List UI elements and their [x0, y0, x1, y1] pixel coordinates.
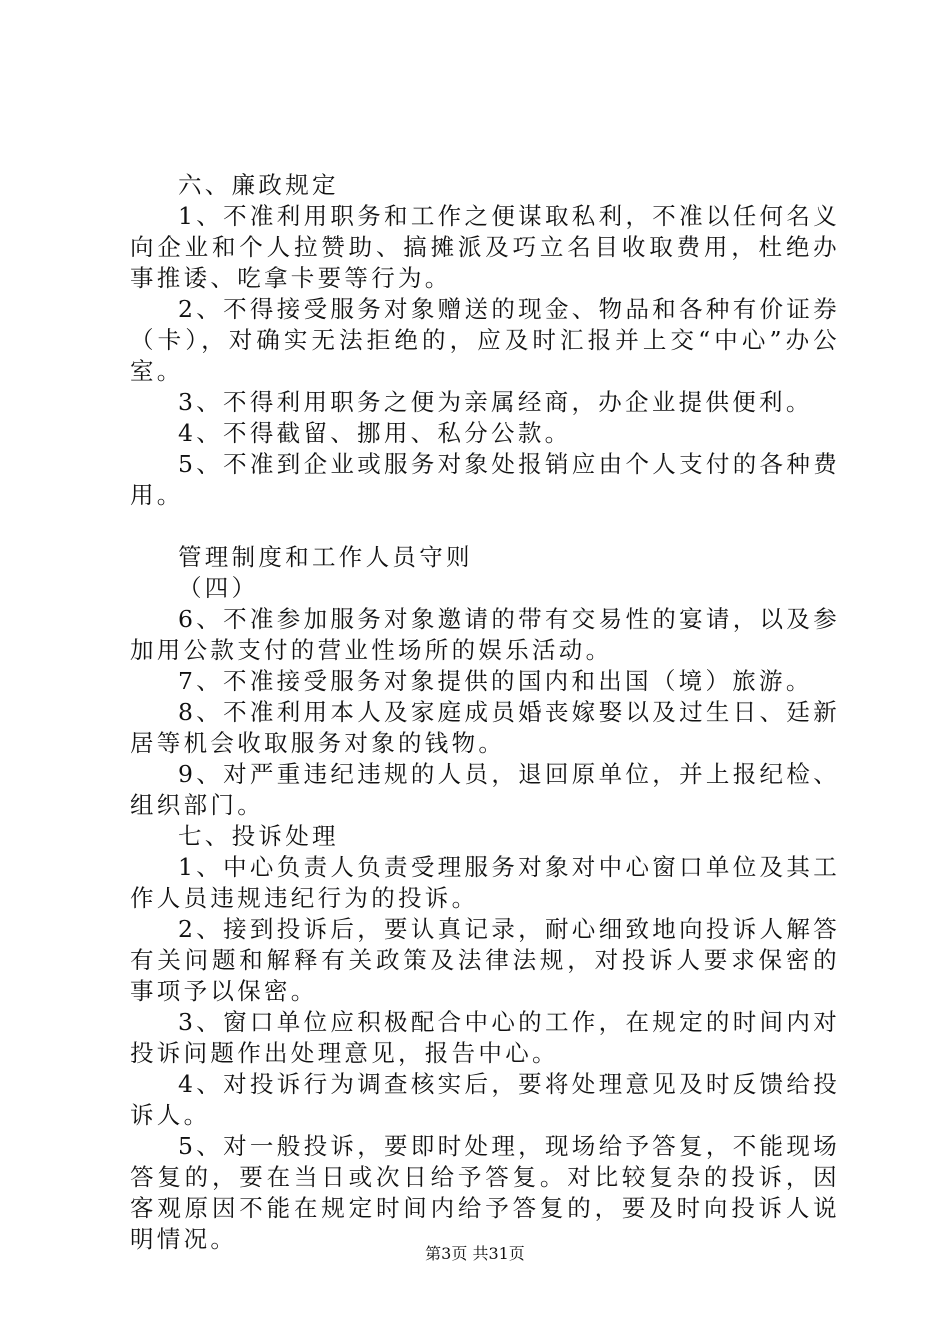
paragraph: 6、不准参加服务对象邀请的带有交易性的宴请，以及参加用公款支付的营业性场所的娱乐活动。 — [130, 605, 840, 664]
document-body — [130, 170, 840, 1255]
paragraph: 4、对投诉行为调查核实后，要将处理意见及时反馈给投诉人。 — [130, 1070, 840, 1129]
paragraph: 1、不准利用职务和工作之便谋取私利，不准以任何名义向企业和个人拉赞助、搞摊派及巧立名目收取费用，杜绝办事推诿、吃拿卡要等行为。 — [130, 202, 840, 292]
paragraph: 5、不准到企业或服务对象处报销应由个人支付的各种费用。 — [130, 450, 840, 509]
paragraph: 8、不准利用本人及家庭成员婚丧嫁娶以及过生日、廷新居等机会收取服务对象的钱物。 — [130, 698, 840, 757]
subtitle: 管理制度和工作人员守则 — [178, 543, 473, 571]
paragraph: 5、对一般投诉，要即时处理，现场给予答复，不能现场答复的，要在当日或次日给予答复。对比较复杂的投诉，因客观原因不能在规定时间内给予答复的，要及时向投诉人说明情况。 — [130, 1132, 840, 1253]
paragraph: 3、窗口单位应积极配合中心的工作，在规定的时间内对投诉问题作出处理意见，报告中心。 — [130, 1008, 840, 1067]
subtitle-number: （四） — [178, 574, 259, 602]
paragraph: 9、对严重违纪违规的人员，退回原单位，并上报纪检、组织部门。 — [130, 760, 840, 819]
paragraph: 2、接到投诉后，要认真记录，耐心细致地向投诉人解答有关问题和解释有关政策及法律法规，对投诉人要求保密的事项予以保密。 — [130, 915, 840, 1005]
blank-line — [130, 511, 840, 542]
page-footer: 第3页 共31页 — [425, 1244, 525, 1263]
paragraph: 4、不得截留、挪用、私分公款。 — [178, 419, 572, 447]
section-heading: 七、投诉处理 — [178, 822, 339, 850]
paragraph: 7、不准接受服务对象提供的国内和出国（境）旅游。 — [178, 667, 813, 695]
section-heading: 六、廉政规定 — [178, 171, 339, 199]
paragraph: 3、不得利用职务之便为亲属经商，办企业提供便利。 — [178, 388, 813, 416]
paragraph: 2、不得接受服务对象赠送的现金、物品和各种有价证券（卡），对确实无法拒绝的，应及时汇报并上交“中心”办公室。 — [130, 295, 840, 385]
paragraph: 1、中心负责人负责受理服务对象对中心窗口单位及其工作人员违规违纪行为的投诉。 — [130, 853, 840, 912]
